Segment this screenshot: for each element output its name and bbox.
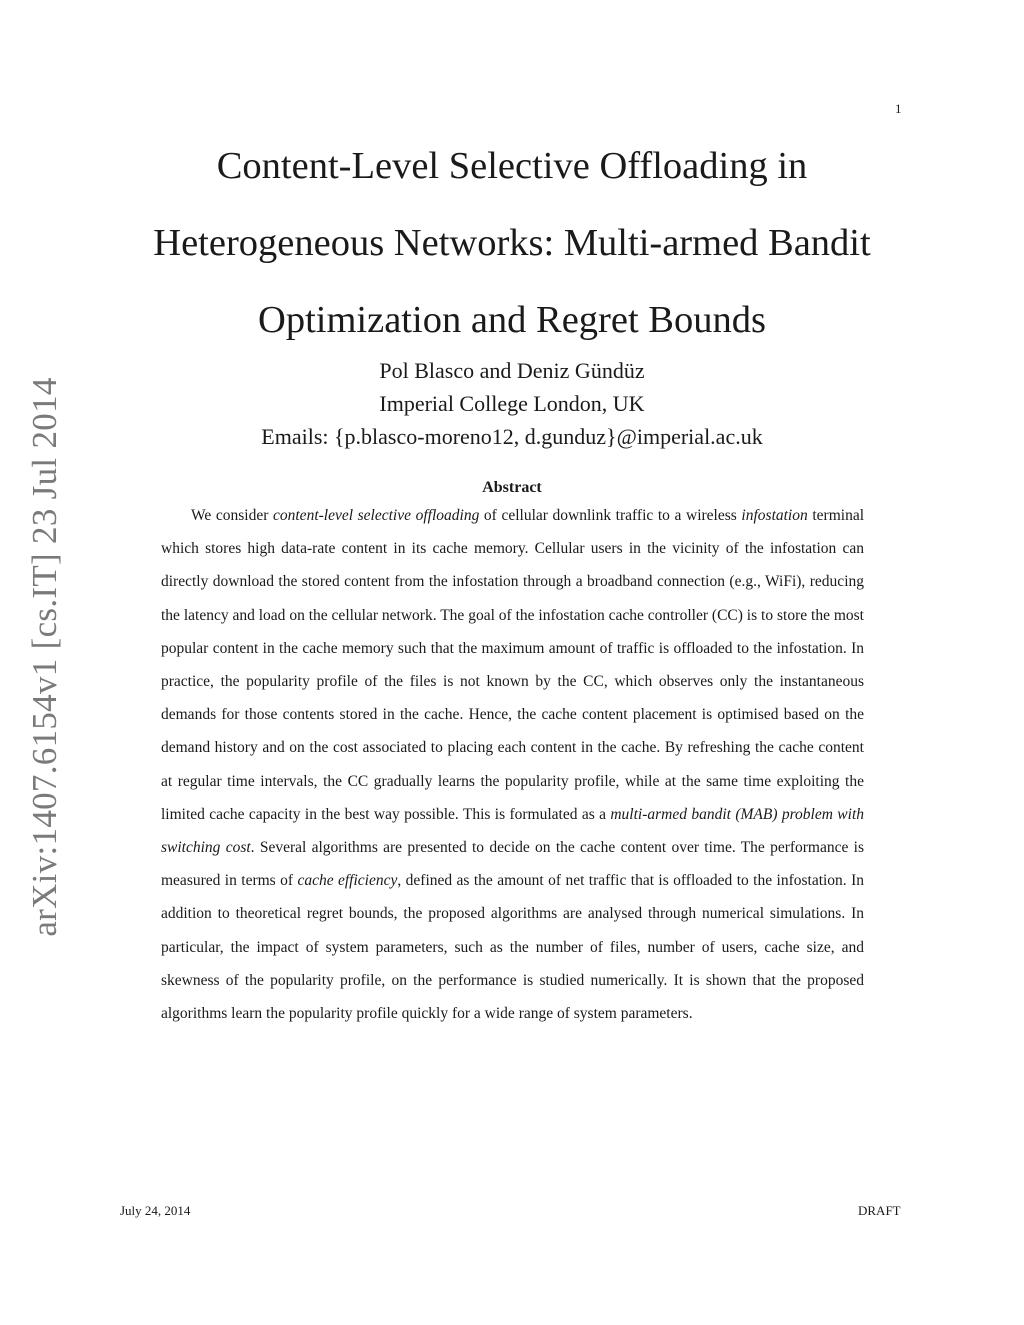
arxiv-identifier-stamp: arXiv:1407.6154v1 [cs.IT] 23 Jul 2014 [25,377,64,937]
footer-draft-label: DRAFT [858,1203,901,1218]
abstract-text-4: . Several algorithms are presented to decide on the cache content over time. The performance is measured in terms of [161,839,864,890]
page-number: 1 [895,101,902,116]
paper-title [112,128,912,359]
abstract-emphasis-1: content-level selective offloading [273,507,480,524]
title-line-1: Content-Level Selective Offloading in [216,145,808,187]
title-line-3: Optimization and Regret Bounds [258,299,766,341]
title-line-2: Heterogeneous Networks: Multi-armed Bandit [153,222,871,264]
abstract-emphasis-2: infostation [741,507,808,524]
abstract-text-2: of cellular downlink traffic to a wireless [479,507,742,524]
abstract-text-3: terminal which stores high data-rate content in its cache memory. Cellular users in the vicinity of the infostation can directly download the stored content from the infostation through a broadband connection (e.g., WiFi), reducing the latency and load on the cellular network. The goal of the infostation cache controller (CC) is to store the most popular content in the cache memory such that the maximum amount of traffic is offloaded to the infostation. In practice, the popularity profile of the files is not known by the CC, which observes only the instantaneous demands for those contents stored in the cache. Hence, the cache content placement is optimised based on the demand history and on the cost associated to placing each content in the cache. By refreshing the cache content at regular time intervals, the CC gradually learns the popularity profile, while at the same time exploiting the limited cache capacity in the best way possible. This is formulated as a [161,507,865,823]
author-affiliation: Imperial College London, UK [379,391,645,416]
abstract-paragraph [161,499,864,1030]
abstract-text-5: , defined as the amount of net traffic that is offloaded to the infostation. In addition to theoretical regret bounds, the proposed algorithms are analysed through numerical simulations. In particular, the impact of system parameters, such as the number of files, number of users, cache size, and skewness of the popularity profile, on the performance is studied numerically. It is shown that the proposed algorithms learn the popularity profile quickly for a wide range of system parameters. [161,872,865,1023]
abstract-heading: Abstract [482,479,542,496]
abstract-emphasis-3: multi-armed bandit (MAB) problem with switching cost [161,805,864,857]
footer-date: July 24, 2014 [120,1203,191,1218]
author-names: Pol Blasco and Deniz Gündüz [379,358,645,383]
abstract-body [161,499,864,1030]
abstract-text-1: We consider [191,507,273,524]
author-emails: Emails: {p.blasco-moreno12, d.gunduz}@imperial.ac.uk [261,424,763,449]
abstract-emphasis-4: cache efficiency [297,872,398,890]
author-block [112,354,912,453]
